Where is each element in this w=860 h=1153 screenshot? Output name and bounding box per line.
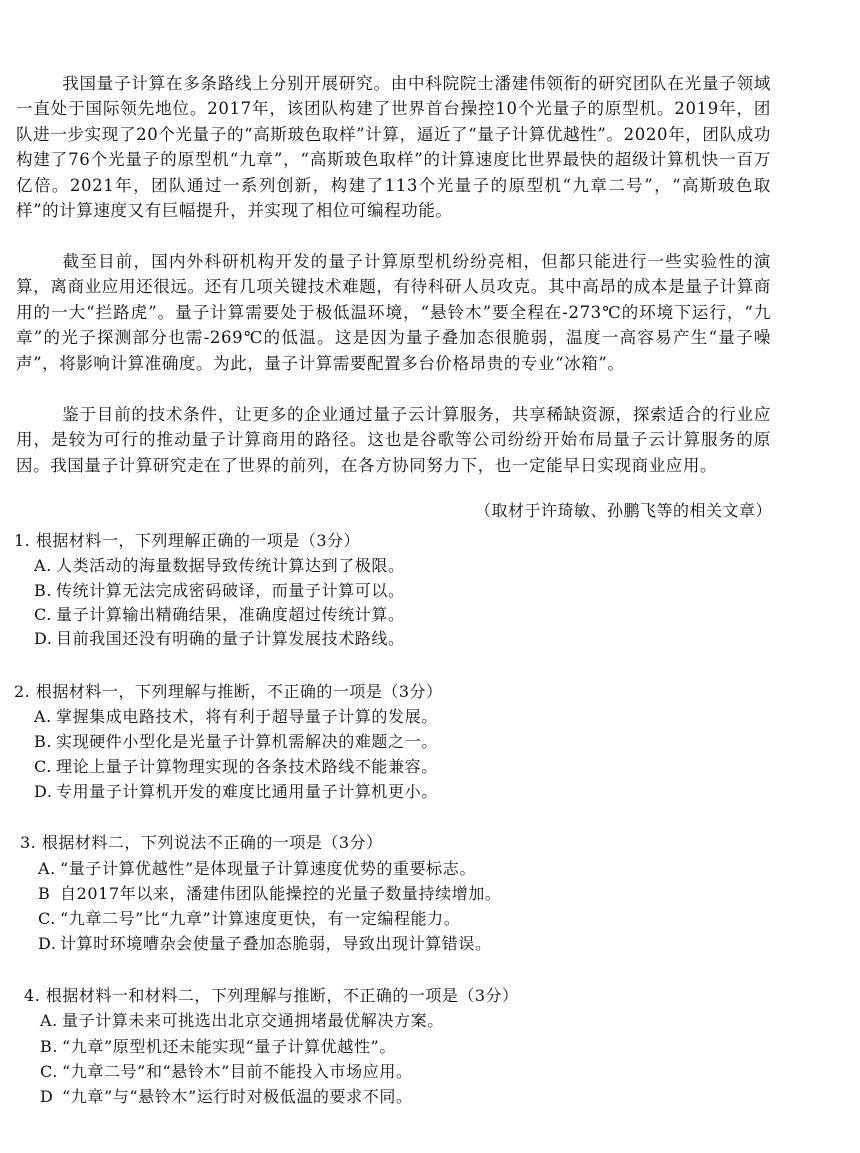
question-4-stem: 4. 根据材料一和材料二，下列理解与推断，不正确的一项是（3分） xyxy=(24,986,519,1005)
question-2-option-c[interactable]: C. 理论上量子计算物理实现的各条技术路线不能兼容。 xyxy=(34,757,438,776)
question-3-stem: 3. 根据材料二，下列说法不正确的一项是（3分） xyxy=(20,833,383,852)
passage-paragraph-2: 截至目前，国内外科研机构开发的量子计算原型机纷纷亮相，但都只能进行一些实验性的演算，离商业应用还很远。还有几项关键技术难题，有待科研人员攻克。其中高昂的成本是量子计算商用的一大“拦路虎”。量子计算需要处于极低温环境，“悬铃木”要全程在-273℃的环境下运行，“九章”的光子探测部分也需-269℃的低温。这是因为量子叠加态很脆弱，温度一高容易产生“量子噪声”，将影响计算准确度。为此，量子计算需要配置多台价格昂贵的专业“冰箱”。 xyxy=(16,252,771,373)
question-3-option-b[interactable]: B 自2017年以来，潘建伟团队能操控的光量子数量持续增加。 xyxy=(38,884,502,903)
question-1-option-c[interactable]: C. 量子计算输出精确结果，准确度超过传统计算。 xyxy=(34,605,405,624)
question-4-option-d[interactable]: D “九章”与“悬铃木”运行时对极低温的要求不同。 xyxy=(40,1087,413,1106)
question-4-option-b[interactable]: B. “九章”原型机还未能实现“量子计算优越性”。 xyxy=(40,1037,396,1056)
passage-paragraph-3: 鉴于目前的技术条件，让更多的企业通过量子云计算服务，共享稀缺资源，探索适合的行业应用，是较为可行的推动量子计算商用的路径。这也是谷歌等公司纷纷开始布局量子云计算服务的原因。我国量子计算研究走在了世界的前列，在各方协同努力下，也一定能早日实现商业应用。 xyxy=(16,405,771,475)
question-2-option-a[interactable]: A. 掌握集成电路技术，将有利于超导量子计算的发展。 xyxy=(34,707,438,726)
source-citation: （取材于许琦敏、孙鹏飞等的相关文章） xyxy=(474,501,772,520)
question-2-stem: 2. 根据材料一，下列理解与推断，不正确的一项是（3分） xyxy=(14,682,443,701)
question-1-stem: 1. 根据材料一，下列理解正确的一项是（3分） xyxy=(14,531,361,550)
question-2-option-b[interactable]: B. 实现硬件小型化是光量子计算机需解决的难题之一。 xyxy=(34,732,438,751)
question-2-option-d[interactable]: D. 专用量子计算机开发的难度比通用量子计算机更小。 xyxy=(34,782,438,801)
question-4-option-a[interactable]: A. 量子计算未来可挑选出北京交通拥堵最优解决方案。 xyxy=(40,1011,444,1030)
question-1-option-a[interactable]: A. 人类活动的海量数据导致传统计算达到了极限。 xyxy=(34,556,405,575)
question-3-option-d[interactable]: D. 计算时环境嘈杂会使量子叠加态脆弱，导致出现计算错误。 xyxy=(38,934,492,953)
question-1-option-b[interactable]: B. 传统计算无法完成密码破译，而量子计算可以。 xyxy=(34,581,405,600)
question-3-option-a[interactable]: A. “量子计算优越性”是体现量子计算速度优势的重要标志。 xyxy=(38,859,476,878)
passage-paragraph-1: 我国量子计算在多条路线上分别开展研究。由中科院院士潘建伟领衔的研究团队在光量子领域一直处于国际领先地位。2017年，该团队构建了世界首台操控10个光量子的原型机。2019年，团队进一步实现了20个光量子的“高斯玻色取样”计算，逼近了“量子计算优越性”。2020年，团队成功构建了76个光量子的原型机“九章”，“高斯玻色取样”的计算速度比世界最快的超级计算机快一百万亿倍。2021年，团队通过一系列创新，构建了113个光量子的原型机“九章二号”，“高斯玻色取样”的计算速度又有巨幅提升，并实现了相位可编程功能。 xyxy=(16,74,771,221)
question-3-option-c[interactable]: C. “九章二号”比“九章”计算速度更快，有一定编程能力。 xyxy=(38,909,461,928)
question-1-option-d[interactable]: D. 目前我国还没有明确的量子计算发展技术路线。 xyxy=(34,629,405,648)
question-4-option-c[interactable]: C. “九章二号”和“悬铃木”目前不能投入市场应用。 xyxy=(40,1062,413,1081)
